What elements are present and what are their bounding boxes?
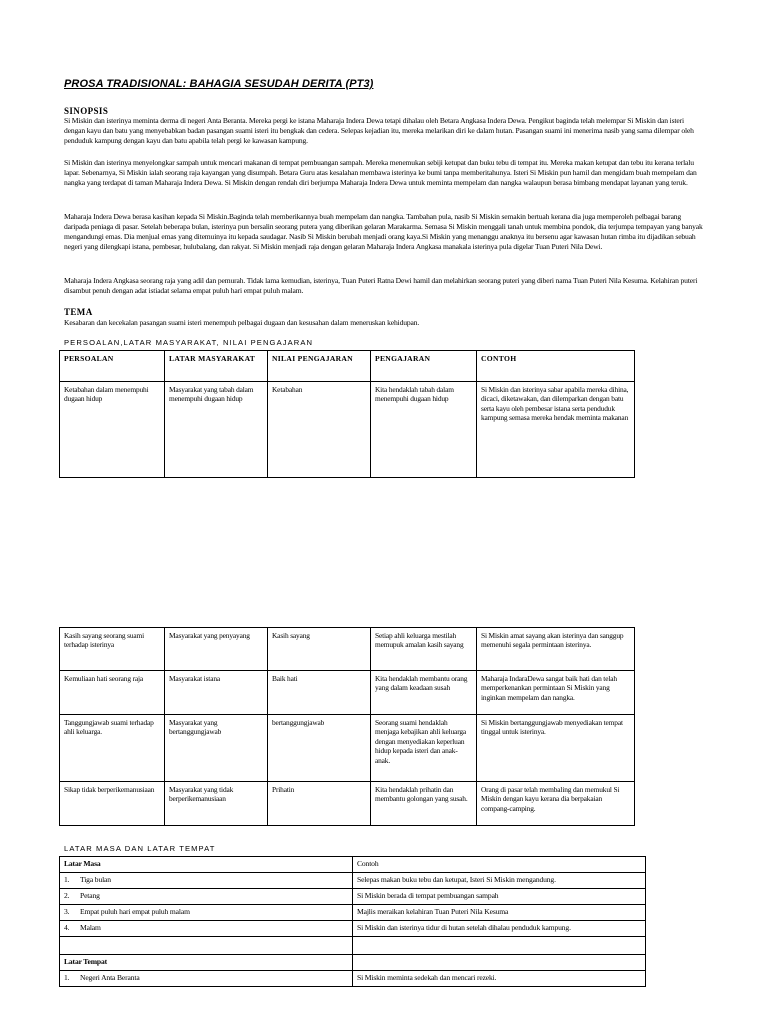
table-row (60, 905, 646, 921)
document-title: PROSA TRADISIONAL: BAHAGIA SESUDAH DERITA (PT3) (64, 78, 374, 90)
table-cell: Si Miskin berada di tempat pembuangan sampah (353, 889, 646, 905)
table-cell: Si Miskin amat sayang akan isterinya dan sanggup memenuhi segala permintaan isterinya. (477, 628, 635, 671)
header-persoalan: PERSOALAN (60, 351, 165, 382)
table-cell: Masyarakat istana (165, 671, 268, 715)
table-header-row (60, 857, 646, 873)
header-latar-masyarakat: LATAR MASYARAKAT (165, 351, 268, 382)
latar-masa-header: Latar Masa (60, 857, 353, 873)
tema-text: Kesabaran dan kecekalan pasangan suami isteri menempuh pelbagai dugaan dan kesusahan dalam meneruskan kehidupan. (64, 318, 420, 327)
table-cell: Kasih sayang (268, 628, 371, 671)
table-cell: Orang di pasar telah membaling dan memukul Si Miskin dengan kayu kerana dia berpakaian compang-camping. (477, 782, 635, 826)
table-row (60, 971, 646, 987)
table-cell: Sikap tidak berperikemanusiaan (60, 782, 165, 826)
table-header-row (60, 955, 646, 971)
persoalan-table-continued (59, 627, 635, 826)
table-row (60, 782, 635, 826)
table-row (60, 889, 646, 905)
table-cell: Ketabahan dalam menempuhi dugaan hidup (60, 382, 165, 478)
table1-caption: PERSOALAN,LATAR MASYARAKAT, NILAI PENGAJARAN (64, 338, 314, 347)
table-row (60, 628, 635, 671)
table-cell: Majlis meraikan kelahiran Tuan Puteri Nila Kesuma (353, 905, 646, 921)
header-pengajaran: PENGAJARAN (371, 351, 477, 382)
header-nilai-pengajaran: NILAI PENGAJARAN (268, 351, 371, 382)
table-cell: Kita hendaklah tabah dalam menempuhi dugaan hidup (371, 382, 477, 478)
table-cell: Baik hati (268, 671, 371, 715)
table-cell: Selepas makan buku tebu dan ketupat, Isteri Si Miskin mengandung. (353, 873, 646, 889)
table-cell: Prihatin (268, 782, 371, 826)
table-cell: Masyarakat yang tabah dalam menempuhi dugaan hidup (165, 382, 268, 478)
table-cell: Si Miskin dan isterinya tidur di hutan setelah dihalau penduduk kampung. (353, 921, 646, 937)
table-cell-empty (353, 955, 646, 971)
table-cell: 2. Petang (60, 889, 353, 905)
table-cell: Kasih sayang seorang suami terhadap isterinya (60, 628, 165, 671)
table-cell: Kemuliaan hati seorang raja (60, 671, 165, 715)
table-cell: Masyarakat yang penyayang (165, 628, 268, 671)
table-cell: 4. Malam (60, 921, 353, 937)
latar-table (59, 856, 646, 987)
table-cell: Maharaja IndaraDewa sangat baik hati dan telah memperkenankan permintaan Si Miskin yang inginkan mempelam dan nangka. (477, 671, 635, 715)
table-cell: Si Miskin bertanggungjawab menyediakan tempat tinggal untuk isterinya. (477, 715, 635, 782)
table-row (60, 873, 646, 889)
latar-tempat-header: Latar Tempat (60, 955, 353, 971)
table-cell: Si Miskin dan isterinya sabar apabila mereka dihina, dicaci, diketawakan, dan dilemparkan dengan batu serta kayu oleh pembesar istana serta penduduk kampung semasa mereka hendak meminta makanan (477, 382, 635, 478)
table-cell: bertanggungjawab (268, 715, 371, 782)
table-cell: 3. Empat puluh hari empat puluh malam (60, 905, 353, 921)
contoh-header: Contoh (353, 857, 646, 873)
table-row (60, 671, 635, 715)
sinopsis-paragraph-3: Maharaja Indera Dewa berasa kasihan kepada Si Miskin.Baginda telah memberikannya buah mempelam dan nangka. Tambahan pula, nasib Si Miskin semakin bertuah kerana dia juga memperoleh pelbagai barang daripada peniaga di pasar. Setelah beberapa bulan, isterinya pun bersalin seorang putera yang diberikan gelaran Marakarma. Semasa Si Miskin menggali tanah untuk membina pondok, dia terjumpa tempayan yang banyak mengandungi emas. Dia menjual emas yang ditemuinya itu kepada saudagar. Nasib Si Miskin berubah menjadi orang kaya.Si Miskin yang menanggu anaknya itu bersenu agar kawasan hutan rimba itu dijadikan sebuah negeri yang dilengkapi istana, pembesar, hulubalang, dan rakyat. Si Miskin menjadi raja dengan gelaran Maharaja Indera Angkasa manakala isterinya pula digelar Tuan Puteri Nila Dewi. (64, 212, 703, 251)
table-header-row (60, 351, 635, 382)
table-row (60, 382, 635, 478)
table-row-empty (60, 937, 646, 955)
tema-heading: TEMA (64, 307, 93, 317)
table-cell: Masyarakat yang bertanggungjawab (165, 715, 268, 782)
table-cell: Setiap ahli keluarga mestilah memupuk amalan kasih sayang (371, 628, 477, 671)
table-cell: Kita hendaklah membantu orang yang dalam keadaan susah (371, 671, 477, 715)
sinopsis-paragraph-2: Si Miskin dan isterinya menyelongkar sampah untuk mencari makanan di tempat pembuangan sampah. Mereka menemukan sebiji ketupat dan buku tebu di tempat itu. Mereka makan ketupat dan tebu itu kerana terlalu lapar. Sebenarnya, Si Miskin ialah seorang raja kayangan yang disumpah. Betara Guru atas kesalahan membawa isterinya ke bumi tanpa memberitahunya. Isteri Si Miskin pun hamil dan mengidam buah mempelam dan nangka yang terdapat di taman Maharaja Indera Dewa. Si Miskin dengan rendah diri berjumpa Maharaja Indera Dewa untuk meminta mempelam dan nangka walaupun berasa bimbang mendapat layanan yang teruk. (64, 158, 697, 187)
sinopsis-paragraph-1: Si Miskin dan isterinya meminta derma di negeri Anta Beranta. Mereka pergi ke istana Maharaja Indera Dewa tetapi dihalau oleh Betara Angkasa Indera Dewa. Pengikut baginda telah melempar Si Miskin dan isteri dengan kayu dan batu yang menyebabkan badan pasangan suami isteri itu bengkak dan cedera. Selepas kejadian itu, mereka melarikan diri ke dalam hutan. Pasangan suami ini menerima nasib yang sama dilempar oleh penduduk kampung dengan kayu dan batu apabila telah pergi ke kawasan kampung. (64, 116, 694, 145)
table-cell: Tanggungjawab suami terhadap ahli keluarga. (60, 715, 165, 782)
header-contoh: CONTOH (477, 351, 635, 382)
table-row (60, 715, 635, 782)
table-row (60, 921, 646, 937)
sinopsis-heading: SINOPSIS (64, 106, 109, 116)
table-cell: Seorang suami hendaklah menjaga kebajikan ahli keluarga dengan menyediakan keperluan hidup kepada isteri dan anak-anak. (371, 715, 477, 782)
table-cell: Ketabahan (268, 382, 371, 478)
table-cell: Si Miskin meminta sedekah dan mencari rezeki. (353, 971, 646, 987)
table-cell-empty (60, 937, 353, 955)
table-cell-empty (353, 937, 646, 955)
table-cell: 1. Negeri Anta Beranta (60, 971, 353, 987)
table3-caption: LATAR MASA DAN LATAR TEMPAT (64, 844, 216, 853)
table-cell: Kita hendaklah prihatin dan membantu golongan yang susah. (371, 782, 477, 826)
table-cell: Masyarakat yang tidak berperikemanusiaan (165, 782, 268, 826)
sinopsis-paragraph-4: Maharaja Indera Angkasa seorang raja yang adil dan pemurah. Tidak lama kemudian, isterinya, Tuan Puteri Ratna Dewi hamil dan melahirkan seorang puteri yang diberi nama Tuan Puteri Nila Kesuma. Kelahiran puteri disambut penuh dengan adat istiadat selama empat puluh hari empat puluh malam. (64, 276, 698, 295)
persoalan-table (59, 350, 635, 478)
table-cell: 1. Tiga bulan (60, 873, 353, 889)
